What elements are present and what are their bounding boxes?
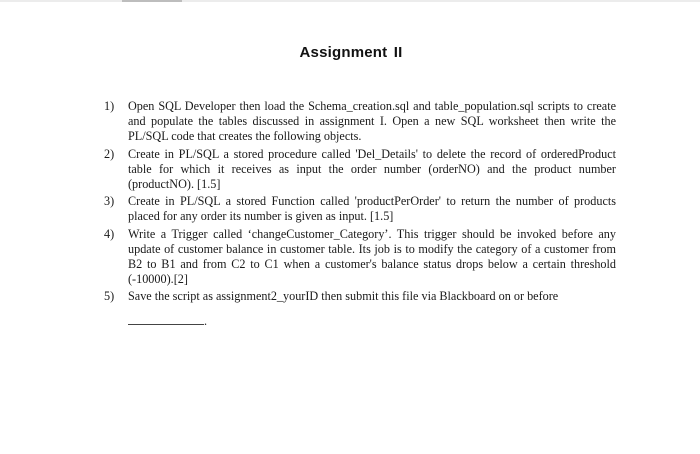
list-item xyxy=(104,289,616,328)
item-number: 5) xyxy=(104,289,115,304)
blank-period: . xyxy=(204,313,208,328)
top-edge-band xyxy=(0,0,700,2)
title-numeral: II xyxy=(393,44,403,61)
list-item xyxy=(104,194,616,224)
list-item xyxy=(104,99,616,145)
item-text: Create in PL/SQL a stored Function called 'productPerOrder' to return the number of products placed for any order its number is given as input. [1.5] xyxy=(128,194,616,224)
due-date-blank xyxy=(128,314,616,329)
page-title xyxy=(0,44,700,61)
item-text: Create in PL/SQL a stored procedure called 'Del_Details' to delete the record of orderedProduct table for which it receives as input the order number (orderNO) and the product number (productNO). [1.5] xyxy=(128,146,616,192)
top-edge-mark xyxy=(122,0,182,2)
item-text: Write a Trigger called ‘changeCustomer_Category’. This trigger should be invoked before any update of customer balance in customer table. Its job is to modify the category of a customer from B2 to B1 and from C2 to C1 when a customer's balance status drops below a certain threshold (-10000).[2] xyxy=(128,226,616,287)
item-text: Open SQL Developer then load the Schema_creation.sql and table_population.sql scripts to create and populate the tables discussed in assignment I. Open a new SQL worksheet then write the PL/SQL code that creates the following objects. xyxy=(128,99,616,144)
list-item xyxy=(104,147,616,193)
item-number: 1) xyxy=(104,99,115,113)
title-text: Assignment xyxy=(299,44,388,61)
blank-underline xyxy=(128,314,204,325)
item-number: 3) xyxy=(104,194,115,209)
item-number: 2) xyxy=(104,146,115,161)
item-number: 4) xyxy=(104,226,115,241)
list-item xyxy=(104,227,616,288)
item-text: Save the script as assignment2_yourID then submit this file via Blackboard on or before xyxy=(128,289,559,304)
assignment-list xyxy=(104,99,616,331)
